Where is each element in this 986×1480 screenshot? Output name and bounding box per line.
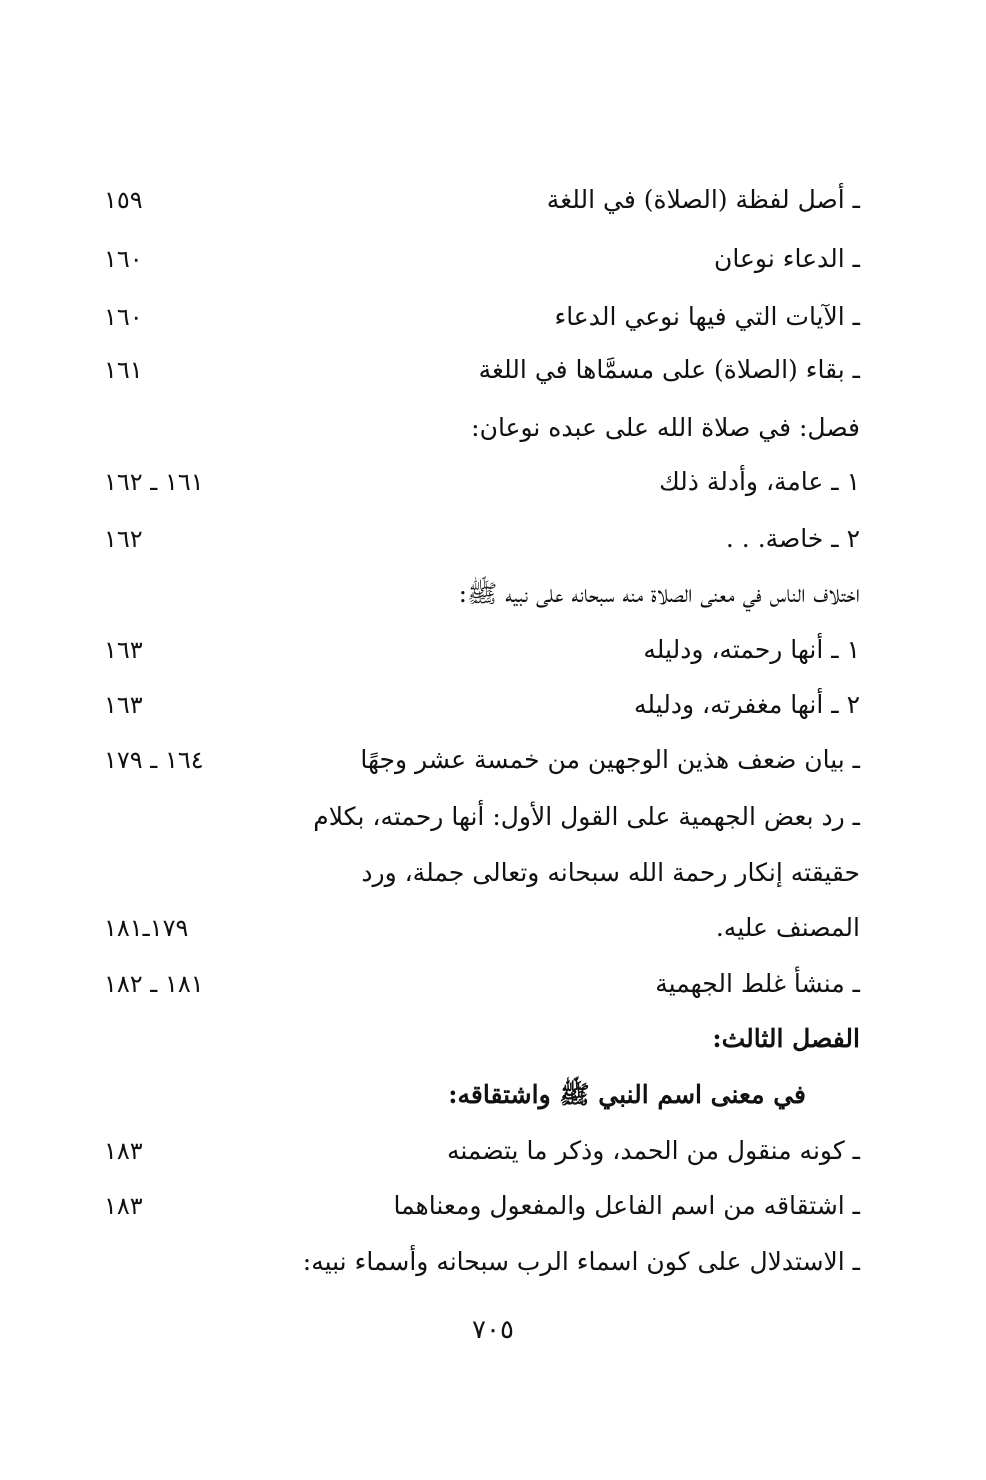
entry-page-number: ١٦٠ <box>104 303 143 331</box>
toc-entry <box>0 624 986 676</box>
entry-title: ـ أصل لفظة (الصلاة) في اللغة <box>546 185 860 214</box>
entry-title: ـ بيان ضعف هذين الوجهين من خمسة عشر وجهًا <box>360 745 860 774</box>
entry-title: حقيقته إنكار رحمة الله سبحانه وتعالى جملة، ورد <box>361 858 860 887</box>
toc-entry <box>0 344 986 396</box>
entry-title: ـ كونه منقول من الحمد، وذكر ما يتضمنه <box>446 1136 860 1165</box>
toc-entry <box>0 1125 986 1177</box>
section-heading <box>0 402 986 454</box>
toc-entry-line <box>0 791 986 843</box>
entry-title: ١ ـ عامة، وأدلة ذلك <box>659 467 860 496</box>
entry-title: ـ اشتقاقه من اسم الفاعل والمفعول ومعناهما <box>393 1191 860 1220</box>
entry-title: ـ منشأ غلط الجهمية <box>655 969 860 998</box>
entry-page-number: ١٨٣ <box>104 1137 143 1165</box>
entry-page-number: ١٦١ ـ ١٦٢ <box>104 468 204 496</box>
entry-title: المصنف عليه. <box>715 913 860 942</box>
chapter-heading <box>0 1013 986 1065</box>
entry-page-number: ١٦٣ <box>104 691 143 719</box>
entry-title: ٢ ـ خاصة. . . <box>725 524 860 553</box>
entry-page-number: ١٦٤ ـ ١٧٩ <box>104 746 204 774</box>
entry-title: ـ بقاء (الصلاة) على مسمَّاها في اللغة <box>478 355 860 384</box>
entry-title: ١ ـ أنها رحمته، ودليله <box>643 635 860 664</box>
section-heading <box>0 568 986 620</box>
toc-entry <box>0 902 986 954</box>
entry-page-number: ١٦٠ <box>104 245 143 273</box>
toc-entry <box>0 679 986 731</box>
entry-page-number: ١٦٢ <box>104 525 143 553</box>
entry-title: ـ الاستدلال على كون اسماء الرب سبحانه وأسماء نبيه: <box>302 1247 860 1276</box>
entry-title: ـ رد بعض الجهمية على القول الأول: أنها رحمته، بكلام <box>313 802 860 831</box>
chapter-subheading <box>0 1069 986 1121</box>
chapter-heading-text: الفصل الثالث: <box>712 1024 860 1053</box>
toc-entry-line <box>0 847 986 899</box>
toc-entry-line <box>0 1236 986 1288</box>
entry-page-number: ١٨١ ـ ١٨٢ <box>104 970 204 998</box>
entry-title: ـ الدعاء نوعان <box>714 244 860 273</box>
entry-title: ٢ ـ أنها مغفرته، ودليله <box>634 690 860 719</box>
entry-page-number: ١٦١ <box>104 356 143 384</box>
toc-entry <box>0 291 986 343</box>
toc-entry <box>0 174 986 226</box>
toc-entry <box>0 233 986 285</box>
toc-entry <box>0 1180 986 1232</box>
section-heading-text: اختلاف الناس في معنى الصلاة منه سبحانه على نبيه ﷺ: <box>458 579 860 608</box>
toc-entry <box>0 958 986 1010</box>
entry-page-number: ١٧٩ـ١٨١ <box>104 914 189 942</box>
section-heading-text: فصل: في صلاة الله على عبده نوعان: <box>471 413 860 442</box>
entry-page-number: ١٨٣ <box>104 1192 143 1220</box>
entry-title: ـ الآيات التي فيها نوعي الدعاء <box>554 302 860 331</box>
chapter-subheading-text: في معنى اسم النبي ﷺ واشتقاقه: <box>448 1080 806 1109</box>
toc-entry <box>0 456 986 508</box>
toc-entry <box>0 734 986 786</box>
toc-entry <box>0 513 986 565</box>
entry-page-number: ١٦٣ <box>104 636 143 664</box>
entry-page-number: ١٥٩ <box>104 186 143 214</box>
page-number-footer <box>0 1306 986 1354</box>
page-number: ٧٠٥ <box>472 1315 514 1345</box>
